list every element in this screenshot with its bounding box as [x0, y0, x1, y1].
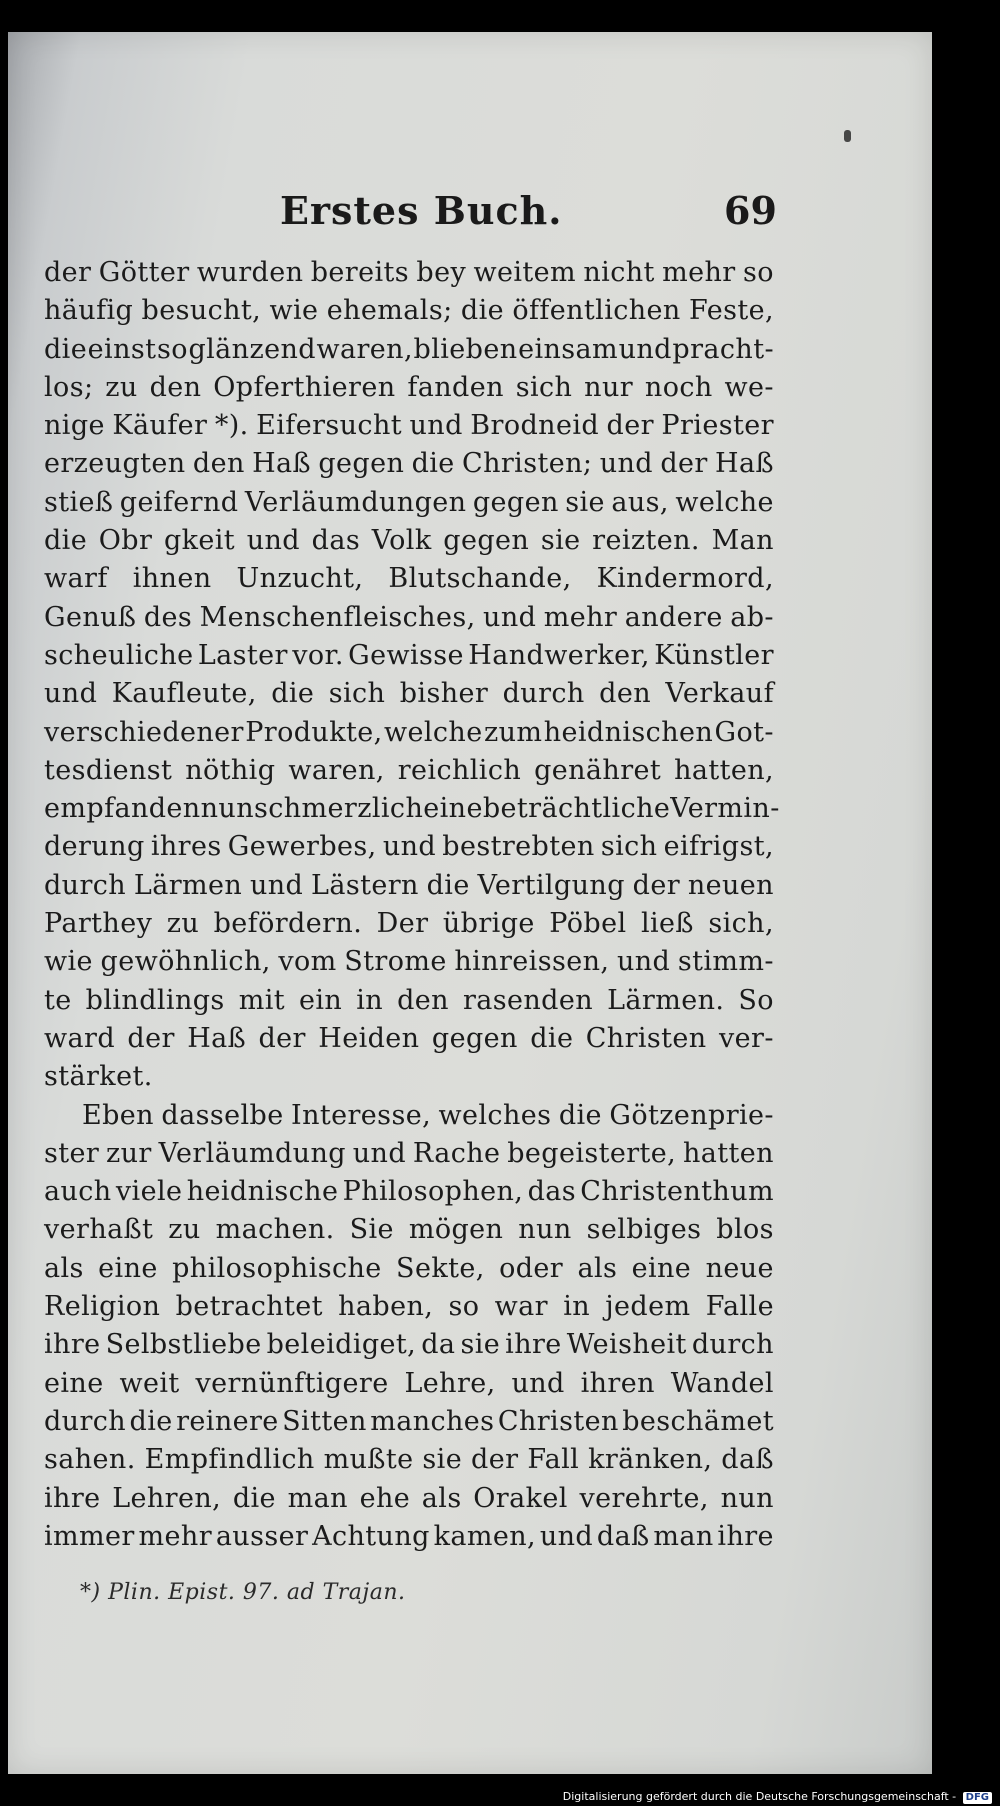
text-line: Eben dasselbe Interesse, welches die Götzenprie-: [82, 1099, 774, 1131]
digitization-credit: [563, 1790, 992, 1804]
text-line: der Götter wurden bereits bey weitem nicht mehr so: [44, 257, 774, 288]
running-head: [8, 188, 932, 250]
text-line: warf ihnen Unzucht, Blutschande, Kindermord,: [44, 563, 774, 595]
text-line: ihre Selbstliebe beleidiget, da sie ihre Weisheit durch: [44, 1329, 774, 1361]
book-page: [8, 32, 932, 1774]
text-line: te blindlings mit ein in den rasenden Lärmen. So: [44, 984, 774, 1016]
text-line: tesdienst nöthig waren, reichlich genähret hatten,: [44, 754, 774, 786]
credit-text: Digitalisierung gefördert durch die Deutsche Forschungsgemeinschaft -: [562, 1790, 957, 1803]
text-line: ihre Lehren, die man ehe als Orakel verehrte, nun: [44, 1482, 774, 1514]
text-line: verschiedener Produkte, welche zum heidnischen Got-: [44, 716, 774, 748]
text-line: los; zu den Opferthieren fanden sich nur noch we-: [44, 371, 774, 403]
text-line: stärket.: [44, 1061, 153, 1093]
text-line: derung ihres Gewerbes, und bestrebten sich eifrigst,: [44, 831, 774, 863]
text-line: Genuß des Menschenfleisches, und mehr andere ab-: [44, 601, 774, 633]
page-number: 69: [724, 188, 777, 233]
text-line: als eine philosophische Sekte, oder als eine neue: [44, 1252, 774, 1284]
running-head-title: Erstes Buch.: [280, 188, 563, 233]
ink-speck: [844, 130, 851, 142]
text-line: durch Lärmen und Lästern die Vertilgung der neuen: [44, 869, 774, 901]
footnote: *) Plin. Epist. 97. ad Trajan.: [80, 1580, 406, 1605]
text-line: die Obr gkeit und das Volk gegen sie reizten. Man: [44, 525, 774, 557]
dfg-logo-icon: DFG: [963, 1792, 992, 1804]
text-line: auch viele heidnische Philosophen, das Christenthum: [44, 1176, 774, 1208]
body-text: [44, 254, 780, 1556]
text-line: empfanden nun schmerzlich eine beträchtliche Vermin-: [44, 793, 780, 825]
text-line: die einst so glänzend waren, blieben einsam und pracht-: [44, 333, 774, 365]
text-line: verhaßt zu machen. Sie mögen nun selbiges blos: [44, 1214, 774, 1246]
text-line: sahen. Empfindlich mußte sie der Fall kränken, daß: [44, 1444, 774, 1476]
text-line: häufig besucht, wie ehemals; die öffentlichen Feste,: [44, 295, 774, 327]
text-line: Parthey zu befördern. Der übrige Pöbel ließ sich,: [44, 908, 774, 940]
text-line: ward der Haß der Heiden gegen die Christen ver-: [44, 1022, 774, 1054]
text-line: eine weit vernünftigere Lehre, und ihren Wandel: [44, 1367, 774, 1399]
text-line: durch die reinere Sitten manches Christen beschämet: [44, 1405, 774, 1437]
text-line: wie gewöhnlich, vom Strome hinreissen, und stimm-: [44, 946, 774, 978]
text-line: ster zur Verläumdung und Rache begeisterte, hatten: [44, 1137, 774, 1169]
text-line: nige Käufer *). Eifersucht und Brodneid der Priester: [44, 410, 774, 442]
text-line: scheuliche Laster vor. Gewisse Handwerker, Künstler: [44, 639, 774, 671]
text-line: Religion betrachtet haben, so war in jedem Falle: [44, 1291, 774, 1323]
text-line: erzeugten den Haß gegen die Christen; und der Haß: [44, 448, 774, 480]
text-line: und Kaufleute, die sich bisher durch den Verkauf: [44, 678, 774, 710]
text-line: stieß geifernd Verläumdungen gegen sie aus, welche: [44, 486, 774, 518]
text-line: immer mehr ausser Achtung kamen, und daß man ihre: [44, 1520, 774, 1552]
